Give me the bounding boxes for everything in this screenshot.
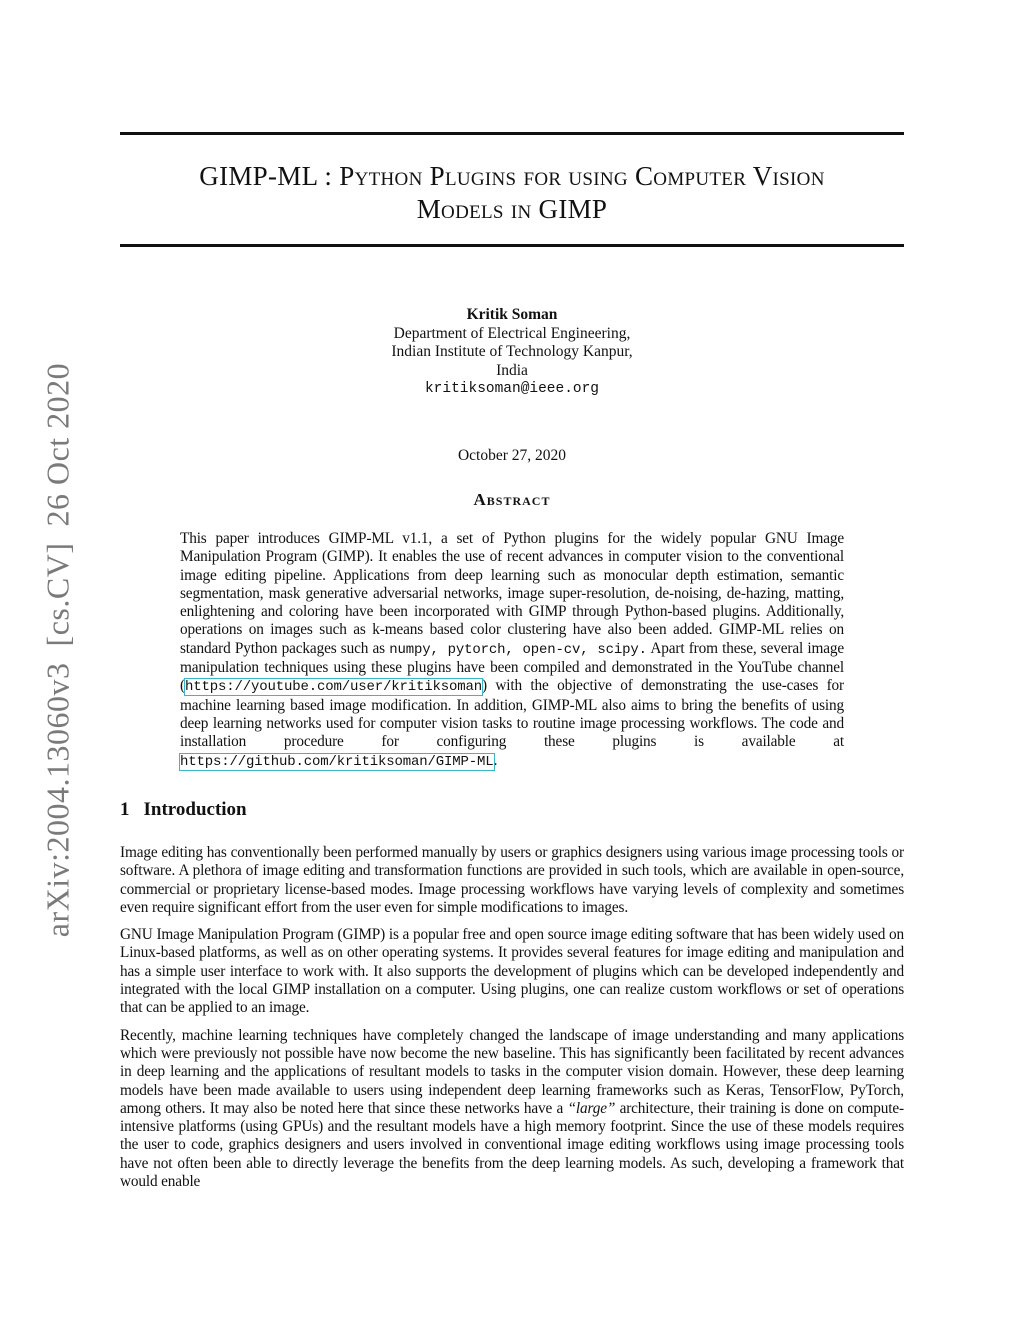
section-number: 1: [120, 799, 130, 820]
github-link[interactable]: https://github.com/kritiksoman/GIMP-ML: [180, 753, 494, 770]
title-line-1: GIMP-ML : Python Plugins for using Computer Vision: [199, 161, 825, 191]
author-institute: Indian Institute of Technology Kanpur,: [391, 343, 633, 360]
abstract-text-4: .: [493, 751, 498, 769]
intro-paragraph-3: [120, 1027, 904, 1192]
title-rule-top: [120, 132, 904, 135]
author-email: kritiksoman@ieee.org: [424, 381, 600, 397]
paper-title: [120, 160, 904, 226]
abstract-heading: Abstract: [473, 490, 551, 509]
abstract-packages: numpy, pytorch, open-cv, scipy.: [389, 641, 647, 658]
title-rule-bottom: [120, 244, 904, 247]
author-name: Kritik Soman: [466, 306, 558, 323]
title-line-2: Models in GIMP: [416, 194, 608, 224]
section-title: Introduction: [143, 799, 247, 820]
intro-paragraph-2: GNU Image Manipulation Program (GIMP) is a popular free and open source image editing software that has been widely used on Linux-based platforms, as well as on other operating systems. It provides several features for image editing and manipulation and has a simple user interface to work with. It also supports the development of plugins which can be developed independently and integrated with the local GIMP installation on a computer. Using plugins, one can realize custom workflows or set of operations that can be applied to an image.: [120, 926, 904, 1017]
abstract-text-3: ) with the objective of demonstrating the use-cases for machine learning based image modification. In addition, GIMP-ML also aims to bring the benefits of using deep learning networks used for computer vision tasks to routine image processing workflows. The code and installation procedure for configuring these plugins is available at: [180, 677, 844, 751]
author-block: [120, 306, 904, 399]
author-country: India: [496, 361, 528, 379]
introduction-body: [120, 844, 904, 1200]
arxiv-date: 26 Oct 2020: [39, 362, 76, 527]
arxiv-category: [cs.CV]: [39, 542, 76, 647]
author-department: Department of Electrical Engineering,: [393, 324, 631, 342]
intro-paragraph-1: Image editing has conventionally been performed manually by users or graphics designers using various image processing tools or software. A plethora of image editing and transformation functions are provided in such tools, which are available in open-source, commercial or proprietary license-based modes. Image processing workflows have varying levels of complexity and sometimes even require significant effort from the user even for simple modifications to images.: [120, 844, 904, 916]
intro-paragraph-3a: Recently, machine learning techniques have completely changed the landscape of image understanding and many applications which were previously not possible have now become the new baseline. This has significantly been facilitated by recent advances in deep learning and the applications of resultant models to tasks in the computer vision domain. However, these deep learning models have been made available to users using independent deep learning frameworks such as Keras, TensorFlow, PyTorch, among others. It may also be noted here that since these networks have a: [120, 1026, 904, 1117]
intro-paragraph-3b: architecture, their training is done on compute-intensive platforms (using GPUs) and the resultant models have a high memory footprint. Since the use of these models requires the user to code, graphics designers and users involved in conventional image editing workflows using image processing tools have not often been able to directly leverage the benefits from the deep learning models. As such, developing a framework that would enable: [120, 1099, 904, 1191]
youtube-link[interactable]: https://youtube.com/user/kritiksoman: [184, 679, 483, 696]
abstract-text: [180, 530, 844, 771]
arxiv-id: arXiv:2004.13060v3: [39, 662, 76, 938]
section-heading-introduction: [120, 799, 247, 821]
intro-paragraph-3-quote: “large”: [567, 1099, 616, 1117]
arxiv-margin-stamp: [40, 363, 77, 937]
abstract-text-2: Apart from these, several image manipulation techniques using these plugins have been compiled and demonstrated in the YouTube channel (: [180, 639, 844, 695]
paper-date: October 27, 2020: [457, 447, 567, 464]
abstract-text-1: This paper introduces GIMP-ML v1.1, a set of Python plugins for the widely popular GNU Image Manipulation Program (GIMP). It enables the use of recent advances in computer vision to the conventional image editing pipeline. Applications from deep learning such as monocular depth estimation, semantic segmentation, mask generative adversarial networks, image super-resolution, de-noising, de-hazing, matting, enlightening and coloring have been incorporated with GIMP through Python-based plugins. Additionally, operations on images such as k-means based color clustering have also been added. GIMP-ML relies on standard Python packages such as: [180, 530, 844, 657]
